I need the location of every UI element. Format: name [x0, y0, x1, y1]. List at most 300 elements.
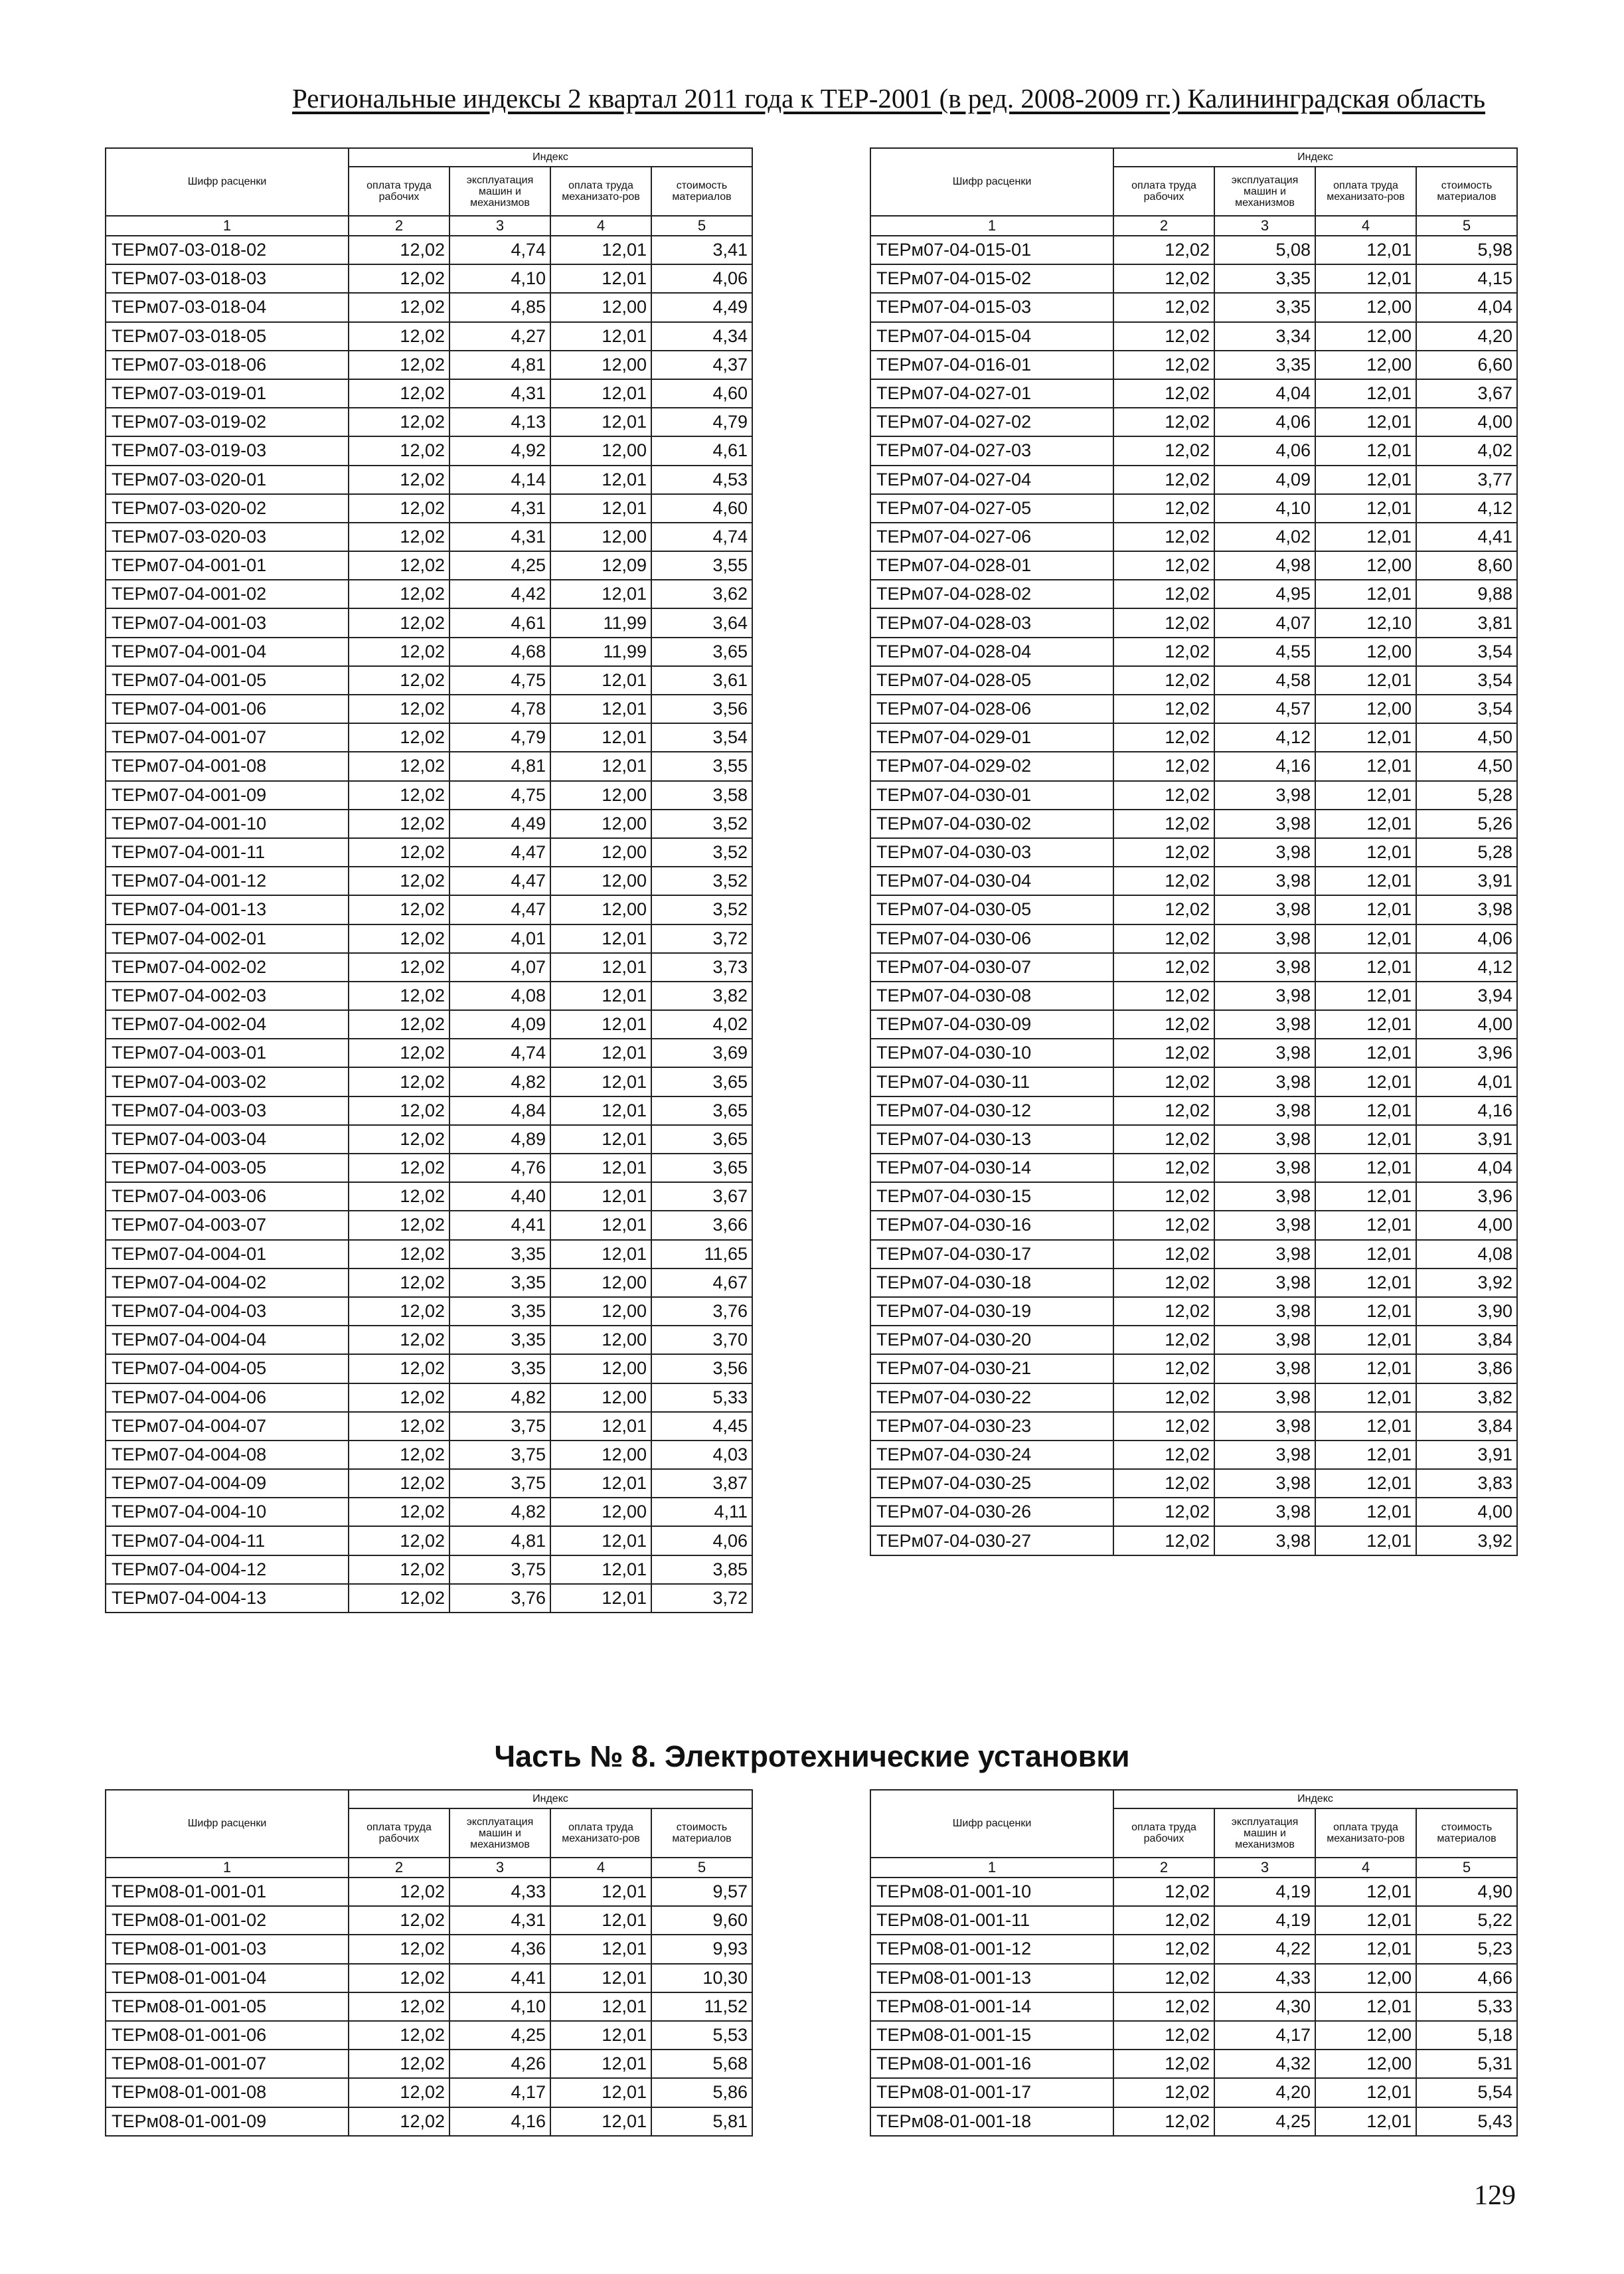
index-value-cell: 12,01	[550, 1584, 651, 1613]
index-value-cell: 3,91	[1416, 1441, 1517, 1469]
index-value-cell: 12,01	[1315, 982, 1416, 1010]
index-value-cell: 3,58	[651, 781, 752, 810]
index-value-cell: 12,02	[349, 1067, 449, 1096]
rate-code-cell: ТЕРм07-04-030-06	[870, 924, 1113, 953]
table-row	[870, 838, 1517, 867]
rate-code-cell: ТЕРм08-01-001-07	[106, 2050, 349, 2078]
index-value-cell: 3,98	[1214, 1412, 1315, 1441]
header-row	[106, 1790, 752, 1808]
index-value-cell: 4,11	[651, 1498, 752, 1526]
index-value-cell: 4,10	[449, 1992, 550, 2021]
index-value-cell: 12,02	[349, 523, 449, 551]
index-value-cell: 12,02	[349, 695, 449, 723]
table-row	[106, 2107, 752, 2136]
index-value-cell: 12,01	[550, 1469, 651, 1498]
index-value-cell: 4,47	[449, 838, 550, 867]
index-value-cell: 12,00	[550, 867, 651, 895]
table-row	[870, 1182, 1517, 1211]
index-value-cell: 12,02	[349, 1354, 449, 1383]
rate-code-cell: ТЕРм08-01-001-18	[870, 2107, 1113, 2136]
table-row	[870, 1010, 1517, 1039]
index-value-cell: 12,01	[550, 466, 651, 494]
rate-code-cell: ТЕРм07-04-004-10	[106, 1498, 349, 1526]
index-value-cell: 12,02	[349, 1010, 449, 1039]
rate-code-cell: ТЕРм07-04-030-25	[870, 1469, 1113, 1498]
index-value-cell: 4,60	[651, 494, 752, 523]
table-row	[870, 666, 1517, 695]
table-row	[106, 1096, 752, 1125]
header-row	[870, 148, 1517, 167]
column-number: 3	[1214, 1858, 1315, 1878]
index-value-cell: 12,01	[550, 1935, 651, 1963]
index-value-cell: 12,02	[1113, 1010, 1214, 1039]
index-value-cell: 12,00	[550, 1297, 651, 1326]
index-value-cell: 3,70	[651, 1326, 752, 1354]
index-value-cell: 4,26	[449, 2050, 550, 2078]
index-value-cell: 11,52	[651, 1992, 752, 2021]
rate-code-cell: ТЕРм08-01-001-13	[870, 1964, 1113, 1992]
column-number: 2	[349, 1858, 449, 1878]
column-number-row	[870, 216, 1517, 236]
table-row	[106, 752, 752, 780]
table-part7-left	[105, 147, 753, 1613]
index-value-cell: 12,02	[1113, 666, 1214, 695]
table-row	[870, 867, 1517, 895]
rate-code-cell: ТЕРм07-04-030-23	[870, 1412, 1113, 1441]
table-row	[870, 551, 1517, 580]
index-value-cell: 12,02	[1113, 838, 1214, 867]
index-value-cell: 12,01	[1315, 1469, 1416, 1498]
table-row	[870, 752, 1517, 780]
index-value-cell: 12,02	[349, 2050, 449, 2078]
table-row	[870, 1297, 1517, 1326]
index-value-cell: 4,74	[651, 523, 752, 551]
rate-code-cell: ТЕРм07-04-030-08	[870, 982, 1113, 1010]
index-value-cell: 12,01	[1315, 1067, 1416, 1096]
table-row	[106, 1125, 752, 1154]
table-row	[870, 1498, 1517, 1526]
index-value-cell: 4,34	[651, 322, 752, 351]
materials-column-header: стоимость материалов	[1416, 167, 1517, 216]
rate-code-cell: ТЕРм07-04-030-05	[870, 895, 1113, 924]
table-row	[106, 1555, 752, 1584]
index-value-cell: 4,09	[1214, 466, 1315, 494]
index-value-cell: 4,75	[449, 781, 550, 810]
index-value-cell: 4,02	[1214, 523, 1315, 551]
index-value-cell: 12,01	[550, 1067, 651, 1096]
index-value-cell: 12,02	[349, 752, 449, 780]
index-value-cell: 3,96	[1416, 1182, 1517, 1211]
table-row	[106, 1412, 752, 1441]
index-value-cell: 12,00	[1315, 1964, 1416, 1992]
index-value-cell: 12,02	[349, 1555, 449, 1584]
index-value-cell: 12,00	[1315, 293, 1416, 321]
index-value-cell: 3,98	[1214, 1067, 1315, 1096]
index-value-cell: 4,41	[449, 1211, 550, 1239]
index-value-cell: 12,02	[349, 1125, 449, 1154]
rate-code-cell: ТЕРм07-04-015-04	[870, 322, 1113, 351]
rate-code-cell: ТЕРм07-04-002-02	[106, 953, 349, 982]
column-number: 3	[449, 1858, 550, 1878]
rate-code-cell: ТЕРм07-04-003-05	[106, 1154, 349, 1182]
index-value-cell: 3,98	[1214, 924, 1315, 953]
table-row	[870, 924, 1517, 953]
index-value-cell: 12,01	[550, 1555, 651, 1584]
operators-column-header: оплата труда механизато-ров	[550, 167, 651, 216]
index-value-cell: 12,02	[1113, 1211, 1214, 1239]
price-index-table	[870, 1789, 1518, 2137]
index-value-cell: 12,02	[1113, 2107, 1214, 2136]
index-value-cell: 12,01	[1315, 1039, 1416, 1067]
index-value-cell: 12,01	[550, 982, 651, 1010]
index-value-cell: 4,08	[1416, 1240, 1517, 1268]
index-value-cell: 4,16	[1416, 1096, 1517, 1125]
index-value-cell: 5,23	[1416, 1935, 1517, 1963]
index-value-cell: 3,98	[1214, 1096, 1315, 1125]
index-value-cell: 3,54	[1416, 666, 1517, 695]
index-value-cell: 12,02	[1113, 1268, 1214, 1297]
index-value-cell: 3,55	[651, 551, 752, 580]
index-value-cell: 12,02	[349, 982, 449, 1010]
index-value-cell: 12,02	[349, 1268, 449, 1297]
index-value-cell: 4,36	[449, 1935, 550, 1963]
index-value-cell: 4,04	[1416, 1154, 1517, 1182]
index-value-cell: 4,10	[449, 264, 550, 293]
table-row	[870, 1039, 1517, 1067]
labor-column-header: оплата труда рабочих	[349, 1808, 449, 1858]
rate-code-cell: ТЕРм07-03-018-02	[106, 236, 349, 264]
index-value-cell: 5,43	[1416, 2107, 1517, 2136]
page-header: Региональные индексы 2 квартал 2011 года к ТЕР-2001 (в ред. 2008-2009 гг.) Калининградская область	[292, 83, 1486, 114]
rate-code-cell: ТЕРм07-04-001-09	[106, 781, 349, 810]
table-row	[870, 1240, 1517, 1268]
index-value-cell: 3,98	[1214, 1469, 1315, 1498]
table-row	[106, 236, 752, 264]
index-value-cell: 12,02	[1113, 580, 1214, 608]
index-value-cell: 4,06	[651, 1526, 752, 1555]
index-value-cell: 12,02	[349, 666, 449, 695]
rate-code-cell: ТЕРм07-04-001-10	[106, 810, 349, 838]
index-value-cell: 4,30	[1214, 1992, 1315, 2021]
index-value-cell: 3,86	[1416, 1354, 1517, 1383]
table-row	[106, 867, 752, 895]
index-value-cell: 3,91	[1416, 867, 1517, 895]
column-number-row	[106, 216, 752, 236]
rate-code-cell: ТЕРм07-04-001-04	[106, 638, 349, 666]
index-value-cell: 12,01	[550, 1240, 651, 1268]
rate-code-cell: ТЕРм08-01-001-03	[106, 1935, 349, 1963]
index-value-cell: 12,02	[349, 1906, 449, 1935]
index-value-cell: 12,01	[1315, 1326, 1416, 1354]
index-value-cell: 12,01	[550, 695, 651, 723]
index-value-cell: 4,41	[449, 1964, 550, 1992]
index-value-cell: 3,98	[1214, 1240, 1315, 1268]
materials-column-header: стоимость материалов	[651, 167, 752, 216]
index-value-cell: 12,02	[349, 810, 449, 838]
rate-code-cell: ТЕРм07-04-003-04	[106, 1125, 349, 1154]
index-value-cell: 4,14	[449, 466, 550, 494]
index-value-cell: 3,92	[1416, 1268, 1517, 1297]
column-number: 4	[550, 216, 651, 236]
index-value-cell: 4,42	[449, 580, 550, 608]
index-value-cell: 12,01	[550, 2078, 651, 2107]
index-value-cell: 12,01	[1315, 379, 1416, 408]
index-value-cell: 4,58	[1214, 666, 1315, 695]
table-row	[106, 1154, 752, 1182]
index-value-cell: 3,56	[651, 1354, 752, 1383]
index-value-cell: 12,01	[1315, 2078, 1416, 2107]
index-value-cell: 12,02	[1113, 322, 1214, 351]
rate-code-cell: ТЕРм07-04-030-07	[870, 953, 1113, 982]
table-row	[870, 351, 1517, 379]
index-value-cell: 3,81	[1416, 608, 1517, 637]
index-value-cell: 12,01	[1315, 494, 1416, 523]
index-value-cell: 12,02	[349, 867, 449, 895]
index-value-cell: 12,02	[1113, 638, 1214, 666]
table-row	[106, 723, 752, 752]
index-value-cell: 4,01	[1416, 1067, 1517, 1096]
table-row	[870, 1154, 1517, 1182]
index-value-cell: 5,81	[651, 2107, 752, 2136]
column-number-row	[106, 1858, 752, 1878]
index-value-cell: 12,01	[1315, 580, 1416, 608]
index-value-cell: 12,01	[1315, 1526, 1416, 1555]
table-row	[106, 666, 752, 695]
index-value-cell: 4,74	[449, 236, 550, 264]
materials-column-header: стоимость материалов	[1416, 1808, 1517, 1858]
rate-code-cell: ТЕРм08-01-001-09	[106, 2107, 349, 2136]
table-row	[870, 2107, 1517, 2136]
column-number: 3	[449, 216, 550, 236]
index-value-cell: 3,64	[651, 608, 752, 637]
index-value-cell: 12,01	[550, 1992, 651, 2021]
column-number: 1	[870, 216, 1113, 236]
rate-code-cell: ТЕРм08-01-001-05	[106, 1992, 349, 2021]
index-value-cell: 4,55	[1214, 638, 1315, 666]
index-value-cell: 12,02	[349, 1584, 449, 1613]
index-group-header: Индекс	[1113, 1790, 1517, 1808]
rate-code-cell: ТЕРм07-03-020-02	[106, 494, 349, 523]
index-value-cell: 12,01	[550, 666, 651, 695]
rate-code-cell: ТЕРм07-04-030-21	[870, 1354, 1113, 1383]
index-value-cell: 12,02	[349, 1964, 449, 1992]
index-value-cell: 12,02	[349, 608, 449, 637]
table-row	[106, 1992, 752, 2021]
rate-code-cell: ТЕРм07-04-028-02	[870, 580, 1113, 608]
table-row	[106, 1182, 752, 1211]
index-value-cell: 3,98	[1214, 810, 1315, 838]
column-number: 4	[1315, 216, 1416, 236]
index-value-cell: 3,35	[449, 1326, 550, 1354]
index-value-cell: 4,95	[1214, 580, 1315, 608]
rate-code-cell: ТЕРм08-01-001-08	[106, 2078, 349, 2107]
index-value-cell: 12,00	[550, 1383, 651, 1412]
index-value-cell: 12,00	[1315, 2021, 1416, 2050]
index-value-cell: 3,75	[449, 1555, 550, 1584]
index-value-cell: 12,02	[349, 1526, 449, 1555]
table-row	[870, 1067, 1517, 1096]
index-value-cell: 3,91	[1416, 1125, 1517, 1154]
index-value-cell: 12,02	[1113, 1125, 1214, 1154]
rate-code-cell: ТЕРм07-04-030-19	[870, 1297, 1113, 1326]
index-value-cell: 12,01	[550, 1154, 651, 1182]
index-value-cell: 12,01	[1315, 1297, 1416, 1326]
index-value-cell: 4,08	[449, 982, 550, 1010]
column-number: 5	[651, 216, 752, 236]
column-number-row	[870, 1858, 1517, 1878]
index-value-cell: 12,02	[349, 1326, 449, 1354]
index-value-cell: 12,02	[1113, 2021, 1214, 2050]
index-value-cell: 3,62	[651, 580, 752, 608]
index-value-cell: 12,00	[550, 1498, 651, 1526]
index-value-cell: 3,35	[449, 1268, 550, 1297]
index-value-cell: 12,01	[1315, 523, 1416, 551]
rate-code-cell: ТЕРм08-01-001-01	[106, 1878, 349, 1906]
index-value-cell: 12,02	[1113, 695, 1214, 723]
rate-code-cell: ТЕРм07-04-002-03	[106, 982, 349, 1010]
index-value-cell: 12,02	[1113, 1992, 1214, 2021]
index-value-cell: 12,02	[1113, 1935, 1214, 1963]
table-row	[106, 408, 752, 436]
index-value-cell: 12,02	[1113, 982, 1214, 1010]
index-value-cell: 12,02	[1113, 2078, 1214, 2107]
index-value-cell: 4,03	[651, 1441, 752, 1469]
index-value-cell: 12,02	[349, 551, 449, 580]
index-value-cell: 12,02	[349, 466, 449, 494]
index-value-cell: 12,01	[550, 924, 651, 953]
table-row	[870, 1412, 1517, 1441]
index-value-cell: 3,35	[1214, 264, 1315, 293]
index-value-cell: 4,49	[651, 293, 752, 321]
rate-code-cell: ТЕРм07-04-028-03	[870, 608, 1113, 637]
table-row	[106, 1383, 752, 1412]
rate-code-cell: ТЕРм08-01-001-06	[106, 2021, 349, 2050]
table-row	[106, 1268, 752, 1297]
index-value-cell: 4,57	[1214, 695, 1315, 723]
index-value-cell: 12,00	[550, 810, 651, 838]
index-value-cell: 12,02	[349, 924, 449, 953]
table-row	[870, 2078, 1517, 2107]
index-value-cell: 3,92	[1416, 1526, 1517, 1555]
rate-code-cell: ТЕРм07-04-030-27	[870, 1526, 1113, 1555]
index-value-cell: 3,98	[1214, 1039, 1315, 1067]
index-value-cell: 12,02	[1113, 1964, 1214, 1992]
index-value-cell: 12,02	[349, 638, 449, 666]
index-value-cell: 12,02	[1113, 1526, 1214, 1555]
table-row	[106, 1469, 752, 1498]
index-value-cell: 3,65	[651, 1125, 752, 1154]
rate-code-cell: ТЕРм07-04-004-08	[106, 1441, 349, 1469]
index-value-cell: 3,98	[1214, 1326, 1315, 1354]
index-value-cell: 4,09	[449, 1010, 550, 1039]
table-row	[870, 1964, 1517, 1992]
index-value-cell: 4,89	[449, 1125, 550, 1154]
index-value-cell: 4,81	[449, 752, 550, 780]
index-value-cell: 12,00	[1315, 695, 1416, 723]
table-row	[106, 1039, 752, 1067]
rate-code-cell: ТЕРм07-04-030-01	[870, 781, 1113, 810]
column-number: 5	[1416, 1858, 1517, 1878]
index-value-cell: 12,01	[1315, 723, 1416, 752]
index-value-cell: 12,01	[1315, 1992, 1416, 2021]
rate-code-cell: ТЕРм07-04-004-04	[106, 1326, 349, 1354]
table-row	[870, 1326, 1517, 1354]
table-row	[870, 580, 1517, 608]
index-value-cell: 3,83	[1416, 1469, 1517, 1498]
rate-code-cell: ТЕРм07-04-001-06	[106, 695, 349, 723]
index-value-cell: 12,02	[349, 2021, 449, 2050]
table-row	[870, 1441, 1517, 1469]
index-value-cell: 12,02	[349, 494, 449, 523]
rate-code-cell: ТЕРм07-03-019-03	[106, 436, 349, 465]
rate-code-cell: ТЕРм07-04-030-20	[870, 1326, 1113, 1354]
index-value-cell: 10,30	[651, 1964, 752, 1992]
rate-code-cell: ТЕРм07-04-004-01	[106, 1240, 349, 1268]
index-value-cell: 12,01	[550, 1412, 651, 1441]
index-value-cell: 3,52	[651, 810, 752, 838]
index-value-cell: 12,01	[1315, 1154, 1416, 1182]
index-value-cell: 3,52	[651, 895, 752, 924]
table-row	[106, 781, 752, 810]
price-index-table	[870, 147, 1518, 1556]
table-row	[106, 551, 752, 580]
rate-code-cell: ТЕРм07-03-018-05	[106, 322, 349, 351]
index-value-cell: 4,12	[1214, 723, 1315, 752]
index-value-cell: 3,98	[1214, 953, 1315, 982]
index-value-cell: 4,47	[449, 867, 550, 895]
index-value-cell: 12,02	[1113, 494, 1214, 523]
index-value-cell: 12,01	[1315, 895, 1416, 924]
index-value-cell: 3,77	[1416, 466, 1517, 494]
index-value-cell: 3,73	[651, 953, 752, 982]
rate-code-cell: ТЕРм07-04-030-13	[870, 1125, 1113, 1154]
table-row	[870, 1935, 1517, 1963]
index-value-cell: 12,01	[550, 2021, 651, 2050]
index-value-cell: 12,01	[550, 1964, 651, 1992]
index-value-cell: 4,16	[1214, 752, 1315, 780]
index-value-cell: 12,02	[1113, 1182, 1214, 1211]
rate-code-cell: ТЕРм07-04-030-03	[870, 838, 1113, 867]
index-value-cell: 12,01	[1315, 1354, 1416, 1383]
labor-column-header: оплата труда рабочих	[1113, 167, 1214, 216]
rate-code-cell: ТЕРм08-01-001-16	[870, 2050, 1113, 2078]
index-value-cell: 3,94	[1416, 982, 1517, 1010]
rate-code-cell: ТЕРм07-04-030-09	[870, 1010, 1113, 1039]
rate-code-cell: ТЕРм07-04-004-02	[106, 1268, 349, 1297]
index-value-cell: 6,60	[1416, 351, 1517, 379]
table-row	[870, 1992, 1517, 2021]
index-value-cell: 3,98	[1214, 1354, 1315, 1383]
index-value-cell: 12,02	[1113, 924, 1214, 953]
table-row	[870, 523, 1517, 551]
index-value-cell: 4,81	[449, 1526, 550, 1555]
index-value-cell: 12,02	[349, 1096, 449, 1125]
index-value-cell: 4,17	[449, 2078, 550, 2107]
table-row	[870, 1211, 1517, 1239]
index-value-cell: 3,54	[1416, 695, 1517, 723]
rate-code-cell: ТЕРм07-03-018-03	[106, 264, 349, 293]
rate-code-cell: ТЕРм07-03-018-06	[106, 351, 349, 379]
index-value-cell: 12,01	[550, 723, 651, 752]
index-value-cell: 12,02	[1113, 781, 1214, 810]
index-value-cell: 4,61	[449, 608, 550, 637]
index-value-cell: 5,53	[651, 2021, 752, 2050]
index-value-cell: 4,17	[1214, 2021, 1315, 2050]
table-row	[106, 1211, 752, 1239]
index-value-cell: 12,02	[349, 264, 449, 293]
rate-code-cell: ТЕРм07-03-018-04	[106, 293, 349, 321]
index-value-cell: 12,01	[1315, 838, 1416, 867]
